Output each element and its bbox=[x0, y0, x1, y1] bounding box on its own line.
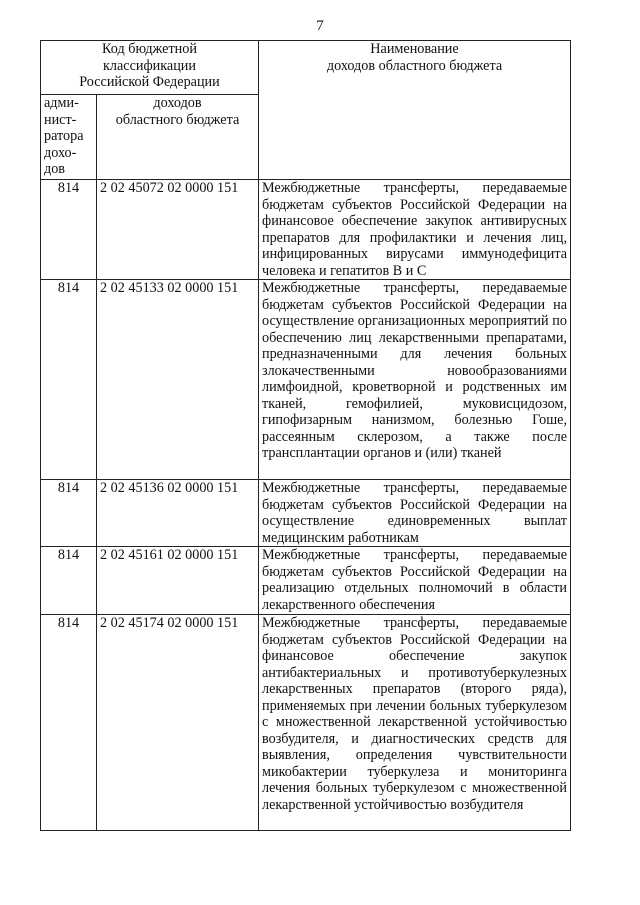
kbk-header-line: Российской Федерации bbox=[79, 74, 220, 90]
income-code-cell: 2 02 45136 02 0000 151 bbox=[97, 480, 259, 547]
income-code-cell: 2 02 45072 02 0000 151 bbox=[97, 180, 259, 280]
admin-header-line: нист- bbox=[44, 111, 77, 128]
income-code-cell: 2 02 45174 02 0000 151 bbox=[97, 615, 259, 831]
table-row bbox=[41, 280, 571, 480]
admin-column-header bbox=[41, 95, 97, 180]
admin-header-line: адми- bbox=[44, 95, 79, 111]
table-row bbox=[41, 547, 571, 615]
admin-code-cell: 814 bbox=[41, 180, 97, 280]
name-header-line: Наименование bbox=[370, 41, 459, 57]
budget-classification-table bbox=[40, 40, 571, 831]
admin-code-cell: 814 bbox=[41, 547, 97, 615]
income-name-cell: Межбюджетные трансферты, передаваемые бюджетам субъектов Российской Федерации на финансовое обеспечение закупок антивирусных препаратов для профилактики и лечения лиц, инфицированных вирусами иммунодефицита человека и гепатитов В и С bbox=[259, 180, 571, 280]
page-number: 7 bbox=[316, 18, 324, 34]
kbk-header-line: классификации bbox=[103, 57, 196, 74]
admin-header-line: ратора bbox=[44, 128, 84, 144]
admin-code-cell: 814 bbox=[41, 480, 97, 547]
income-code-cell: 2 02 45161 02 0000 151 bbox=[97, 547, 259, 615]
income-name-cell: Межбюджетные трансферты, передаваемые бюджетам субъектов Российской Федерации на реализацию отдельных полномочий в области лекарственного обеспечения bbox=[259, 547, 571, 615]
name-header-line: доходов областного бюджета bbox=[326, 57, 503, 74]
income-name-cell: Межбюджетные трансферты, передаваемые бюджетам субъектов Российской Федерации на осуществление организационных мероприятий по обеспечению лиц лекарственными препаратами, предназначенными для лечения больных злокачественными новообразованиями лимфоидной, кроветворной и родственных им тканей, гемофилией, муковисцидозом, гипофизарным нанизмом, болезнью Гоше, рассеянным склерозом, а также после трансплантации органов и (или) тканей bbox=[259, 280, 571, 480]
table-row bbox=[41, 180, 571, 280]
name-column-header bbox=[259, 41, 571, 180]
income-name-cell: Межбюджетные трансферты, передаваемые бюджетам субъектов Российской Федерации на осуществление единовременных выплат медицинским работникам bbox=[259, 480, 571, 547]
income-code-column-header bbox=[97, 95, 259, 180]
admin-header-line: дов bbox=[44, 161, 66, 177]
admin-code-cell: 814 bbox=[41, 615, 97, 831]
kbk-header bbox=[41, 41, 259, 95]
kbk-header-line: Код бюджетной bbox=[102, 41, 197, 57]
table-row bbox=[41, 480, 571, 547]
income-name-cell: Межбюджетные трансферты, передаваемые бюджетам субъектов Российской Федерации на финансовое обеспечение закупок антибактериальных и противотуберкулезных лекарственных препаратов (второго ряда), применяемых при лечении больных туберкулезом с множественной лекарственной устойчивостью возбудителя, и диагностических средств для выявления, определения чувствительности микобактерии туберкулеза и мониторинга лечения больных туберкулезом с множественной лекарственной устойчивостью возбудителя bbox=[259, 615, 571, 831]
income-code-cell: 2 02 45133 02 0000 151 bbox=[97, 280, 259, 480]
income-header-line: областного бюджета bbox=[115, 111, 240, 128]
admin-header-line: дохо- bbox=[44, 144, 77, 161]
income-header-line: доходов bbox=[153, 95, 202, 111]
admin-code-cell: 814 bbox=[41, 280, 97, 480]
table-row bbox=[41, 615, 571, 831]
